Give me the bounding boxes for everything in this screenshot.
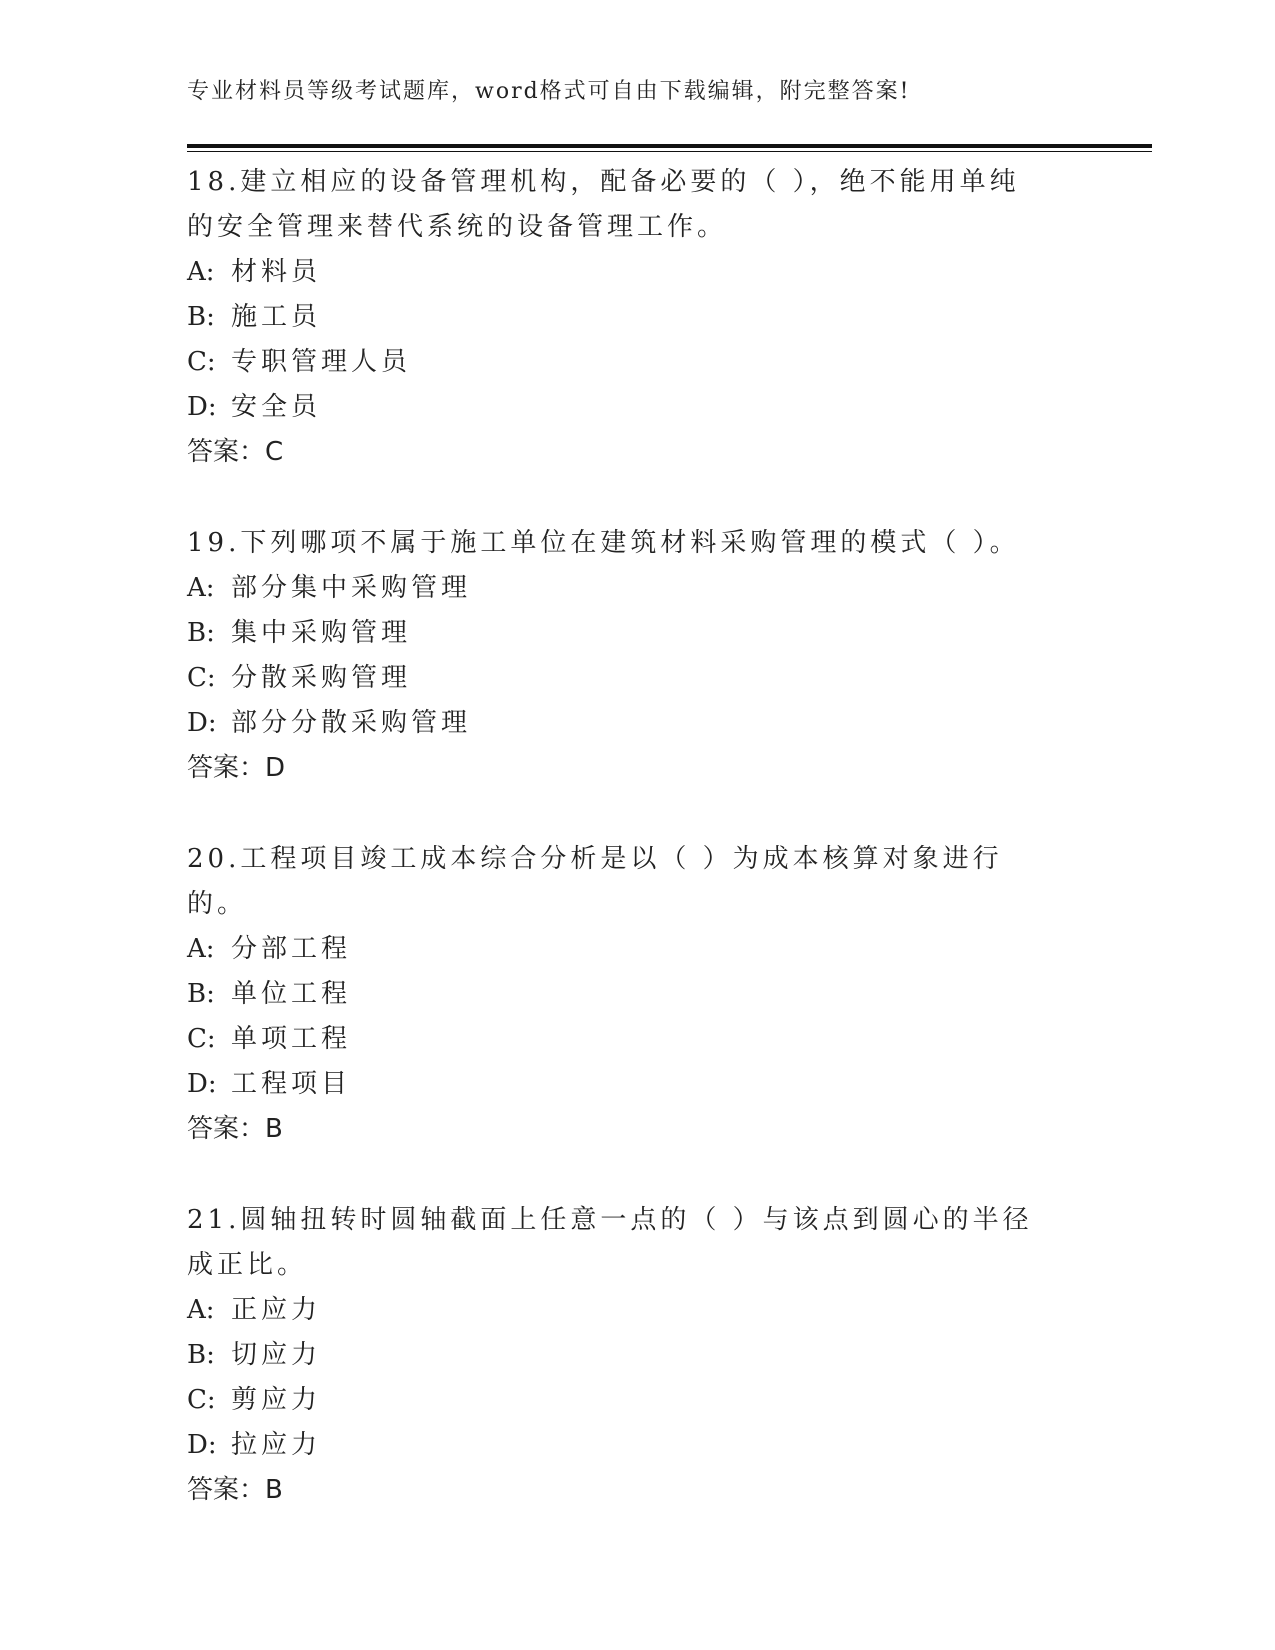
option-letter: C: [187, 663, 216, 693]
option-letter: D: [187, 1069, 217, 1099]
option-d [187, 1062, 1047, 1107]
option-b [187, 611, 1047, 656]
option-a [187, 927, 1047, 972]
option-text: 拉应力 [231, 1430, 322, 1460]
question-stem: 18.建立相应的设备管理机构，配备必要的（ ），绝不能用单纯的安全管理来替代系统的设备管理工作。 [187, 167, 1020, 242]
option-text: 切应力 [231, 1340, 322, 1370]
option-a [187, 1288, 1047, 1333]
question-stem: 19.下列哪项不属于施工单位在建筑材料采购管理的模式（ ）。 [187, 528, 1020, 558]
option-text: 集中采购管理 [231, 618, 412, 648]
option-letter: A: [187, 257, 215, 287]
question-list [187, 160, 1047, 1559]
answer: 答案：D [187, 753, 286, 783]
answer: 答案：C [187, 437, 284, 467]
option-text: 剪应力 [231, 1385, 322, 1415]
answer: 答案：B [187, 1114, 283, 1144]
option-text: 部分分散采购管理 [231, 708, 472, 738]
option-letter: D: [187, 392, 217, 422]
option-text: 单项工程 [231, 1024, 352, 1054]
option-text: 专职管理人员 [231, 347, 412, 377]
option-c [187, 1378, 1047, 1423]
option-a [187, 566, 1047, 611]
option-letter: D: [187, 1430, 217, 1460]
question-18 [187, 160, 1047, 475]
option-letter: D: [187, 708, 217, 738]
option-letter: B: [187, 1340, 215, 1370]
option-b [187, 1333, 1047, 1378]
header-rule-thick [187, 144, 1152, 148]
option-text: 工程项目 [231, 1069, 352, 1099]
option-text: 分散采购管理 [231, 663, 412, 693]
question-stem: 20.工程项目竣工成本综合分析是以（ ）为成本核算对象进行的。 [187, 844, 1003, 919]
question-21 [187, 1198, 1047, 1513]
option-letter: B: [187, 618, 215, 648]
option-letter: C: [187, 1024, 216, 1054]
option-b [187, 295, 1047, 340]
question-19 [187, 521, 1047, 791]
option-d [187, 385, 1047, 430]
option-c [187, 656, 1047, 701]
page-header: 专业材料员等级考试题库，word格式可自由下载编辑，附完整答案! [187, 79, 911, 104]
option-text: 材料员 [231, 257, 322, 287]
option-letter: B: [187, 979, 215, 1009]
option-d [187, 1423, 1047, 1468]
option-a [187, 250, 1047, 295]
option-letter: C: [187, 1385, 216, 1415]
option-text: 安全员 [231, 392, 322, 422]
option-text: 正应力 [231, 1295, 322, 1325]
option-c [187, 1017, 1047, 1062]
header-rule-thin [187, 151, 1152, 152]
option-letter: A: [187, 1295, 215, 1325]
question-20 [187, 837, 1047, 1152]
question-stem: 21.圆轴扭转时圆轴截面上任意一点的（ ）与该点到圆心的半径成正比。 [187, 1205, 1033, 1280]
option-text: 分部工程 [231, 934, 352, 964]
option-letter: C: [187, 347, 216, 377]
option-b [187, 972, 1047, 1017]
option-letter: A: [187, 573, 215, 603]
option-text: 施工员 [231, 302, 322, 332]
option-text: 部分集中采购管理 [231, 573, 472, 603]
option-d [187, 701, 1047, 746]
answer: 答案：B [187, 1475, 283, 1505]
option-letter: A: [187, 934, 215, 964]
option-text: 单位工程 [231, 979, 352, 1009]
option-c [187, 340, 1047, 385]
option-letter: B: [187, 302, 215, 332]
